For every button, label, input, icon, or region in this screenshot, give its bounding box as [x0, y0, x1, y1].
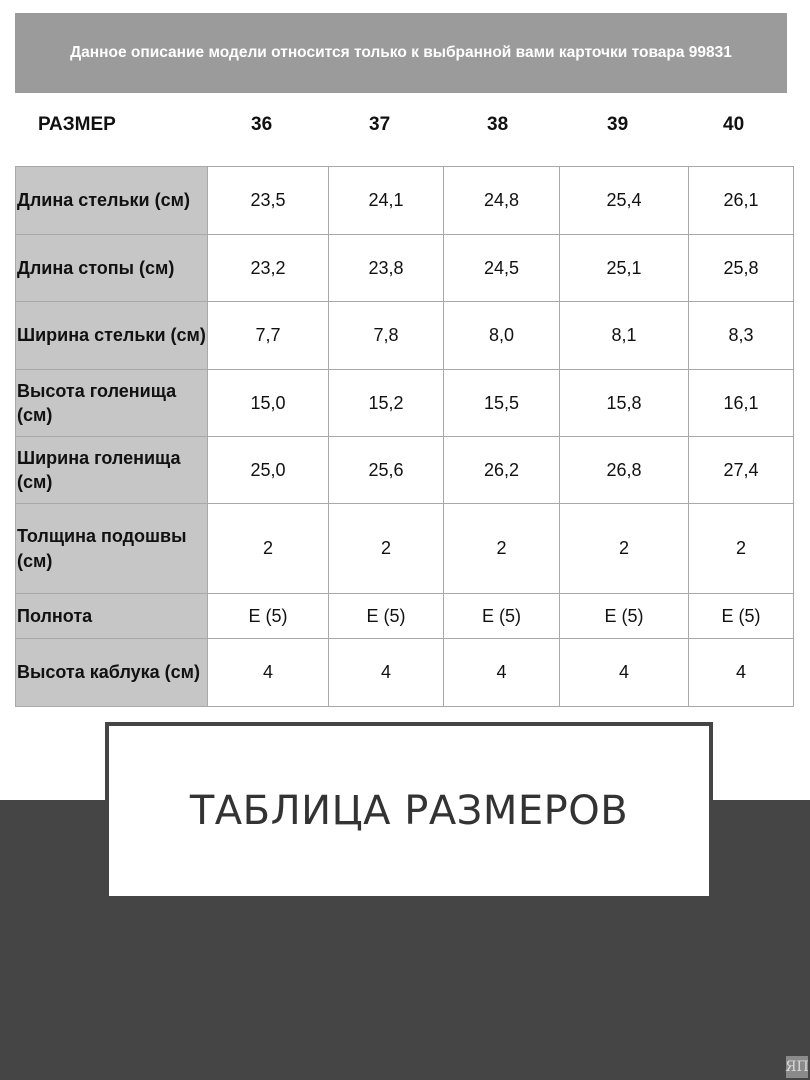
- size-header-36: 36: [251, 114, 273, 135]
- row-label: Длина стопы (см): [16, 235, 208, 302]
- table-row: [16, 235, 794, 302]
- table-cell: 15,0: [208, 370, 329, 437]
- table-cell: 15,8: [560, 370, 689, 437]
- table-cell: 23,8: [329, 235, 444, 302]
- table-cell: E (5): [689, 594, 794, 639]
- size-header-40: 40: [723, 114, 745, 135]
- table-cell: 26,8: [560, 437, 689, 504]
- table-cell: 15,5: [444, 370, 560, 437]
- table-cell: 4: [208, 639, 329, 707]
- table-cell: 25,8: [689, 235, 794, 302]
- row-label: Ширина стельки (см): [16, 302, 208, 370]
- banner-text: Данное описание модели относится только к выбранной вами карточки товара 99831: [70, 44, 732, 61]
- table-cell: 25,1: [560, 235, 689, 302]
- table-cell: 2: [560, 504, 689, 594]
- table-cell: 2: [689, 504, 794, 594]
- page-title: ТАБЛИЦА РАЗМЕРОВ: [189, 788, 629, 834]
- row-label: Высота голенища (см): [16, 370, 208, 437]
- watermark-text: ЯП: [785, 1059, 809, 1075]
- table-cell: 24,1: [329, 167, 444, 235]
- table-cell: E (5): [444, 594, 560, 639]
- table-row: [16, 639, 794, 707]
- table-cell: 8,3: [689, 302, 794, 370]
- table-row: [16, 504, 794, 594]
- table-cell: 23,2: [208, 235, 329, 302]
- table-cell: 4: [444, 639, 560, 707]
- table-cell: 4: [689, 639, 794, 707]
- row-label: Толщина подошвы (см): [16, 504, 208, 594]
- title-box: [105, 722, 713, 900]
- table-cell: 2: [208, 504, 329, 594]
- table-cell: 27,4: [689, 437, 794, 504]
- table-cell: 26,2: [444, 437, 560, 504]
- row-label: Полнота: [16, 594, 208, 639]
- table-cell: 4: [560, 639, 689, 707]
- table-cell: 24,5: [444, 235, 560, 302]
- table-cell: 25,6: [329, 437, 444, 504]
- table-cell: 25,4: [560, 167, 689, 235]
- size-table: [15, 166, 794, 707]
- table-row: [16, 167, 794, 235]
- table-cell: 2: [329, 504, 444, 594]
- size-header-37: 37: [369, 114, 391, 135]
- table-row: [16, 594, 794, 639]
- size-header-label: РАЗМЕР: [38, 114, 116, 135]
- row-label: Высота каблука (см): [16, 639, 208, 707]
- table-cell: 2: [444, 504, 560, 594]
- table-cell: 23,5: [208, 167, 329, 235]
- table-cell: E (5): [560, 594, 689, 639]
- size-header-38: 38: [487, 114, 509, 135]
- table-cell: 7,7: [208, 302, 329, 370]
- row-label: Ширина голенища (см): [16, 437, 208, 504]
- table-cell: 16,1: [689, 370, 794, 437]
- table-cell: 8,0: [444, 302, 560, 370]
- table-row: [16, 302, 794, 370]
- size-header-row: [15, 98, 793, 153]
- table-row: [16, 437, 794, 504]
- info-banner: [15, 13, 787, 93]
- table-cell: 8,1: [560, 302, 689, 370]
- table-cell: E (5): [329, 594, 444, 639]
- table-row: [16, 370, 794, 437]
- table-cell: 7,8: [329, 302, 444, 370]
- table-cell: E (5): [208, 594, 329, 639]
- table-cell: 24,8: [444, 167, 560, 235]
- table-cell: 25,0: [208, 437, 329, 504]
- watermark-logo: [786, 1056, 808, 1078]
- table-cell: 4: [329, 639, 444, 707]
- size-header-39: 39: [607, 114, 629, 135]
- table-cell: 15,2: [329, 370, 444, 437]
- row-label: Длина стельки (см): [16, 167, 208, 235]
- table-cell: 26,1: [689, 167, 794, 235]
